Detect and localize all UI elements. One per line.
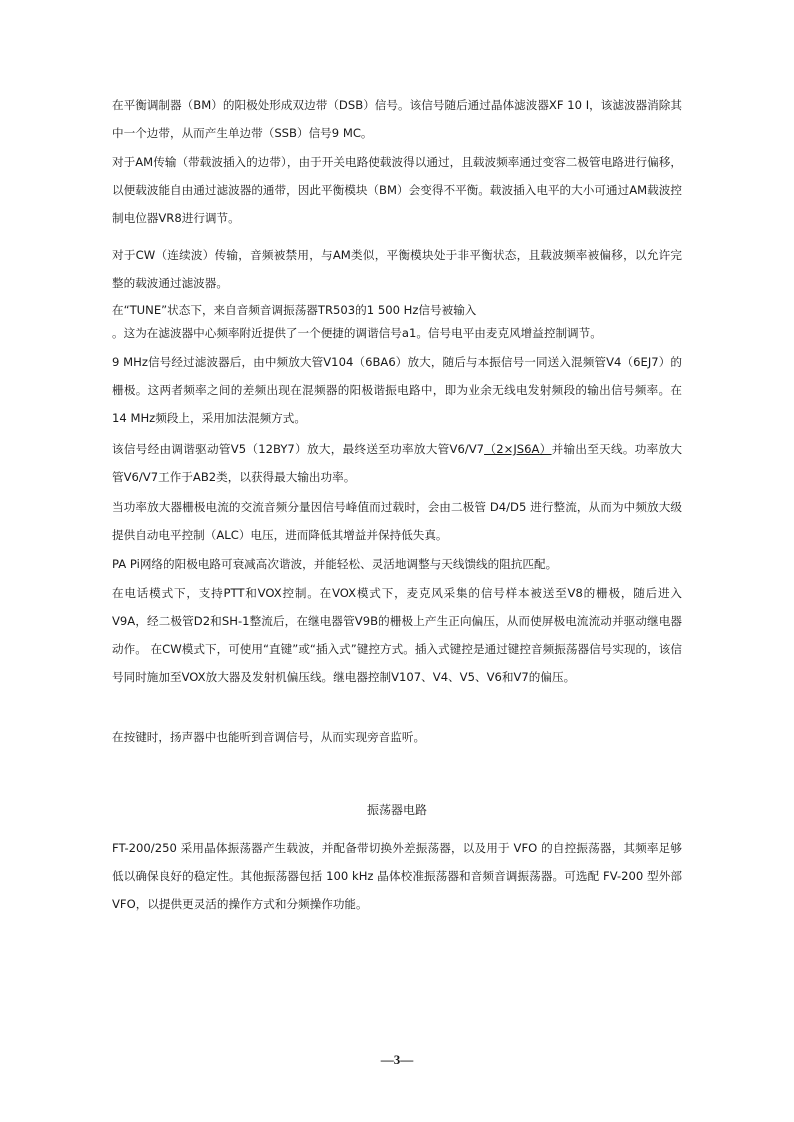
pa-text-before: 该信号经由调谐驱动管V5（12BY7）放大，最终送至功率放大管V6/V7 (112, 442, 485, 456)
paragraph-ptt-vox: 在电话模式下，支持PTT和VOX控制。在VOX模式下，麦克风采集的信号样本被送至V8的栅极，随后进入V9A，经二极管D2和SH-1整流后，在继电器管V9B的栅极上产生正向偏压，从而使屏极电流流动并驱动继电器动作。 在CW模式下，可使用“直键”或“插入式”键控方式。插入式键控是通过键控音频振荡器信号实现的，该信号同时施加至VOX放大器及发射机偏压线。继电器控制V107、V4、V5、V6和V7的偏压。 (112, 586, 682, 684)
pa-tube-type: （2×JS6A） (484, 442, 552, 456)
section-heading-oscillator: 振荡器电路 (366, 803, 427, 817)
paragraph-if-mixer: 9 MHz信号经过滤波器后，由中频放大管V104（6BA6）放大，随后与本振信号一同送入混频管V4（6EJ7）的栅极。这两者频率之间的差频出现在混频器的阳极谐振电路中，即为业余无线电发射频段的输出信号频率。在14 MHz频段上，采用加法混频方式。 (112, 355, 682, 425)
paragraph-cw-transmission: 对于CW（连续波）传输，音频被禁用，与AM类似，平衡模块处于非平衡状态，且载波频率被偏移，以允许完整的载波通过滤波器。 (112, 248, 682, 290)
paragraph-power-amplifier (112, 435, 682, 491)
paragraph-dsb-ssb: 在平衡调制器（BM）的阳极处形成双边带（DSB）信号。该信号随后通过晶体滤波器XF 10 I，该滤波器消除其中一个边带，从而产生单边带（SSB）信号9 MC。 (112, 98, 682, 140)
paragraph-alc: 当功率放大器栅极电流的交流音频分量因信号峰值而过载时，会由二极管 D4/D5 进行整流，从而为中频放大级提供自动电平控制（ALC）电压，进而降低其增益并保持低失真。 (112, 500, 682, 542)
paragraph-tune-line-1: 在“TUNE”状态下，来自音频音调振荡器TR503的1 500 Hz信号被输入 (112, 303, 477, 317)
pa-text-after: 并输出至天线。功率放大管V6/V7工作于AB2类，以获得最大输出功率。 (112, 442, 682, 484)
paragraph-tune-line-2: 。这为在滤波器中心频率附近提供了一个便捷的调谐信号a1。信号电平由麦克风增益控制调节。 (112, 326, 602, 340)
paragraph-sidetone: 在按键时，扬声器中也能听到音调信号，从而实现旁音监听。 (112, 730, 426, 744)
paragraph-am-transmission: 对于AM传输（带载波插入的边带），由于开关电路使载波得以通过，且载波频率通过变容二极管电路进行偏移，以便载波能自由通过滤波器的通带，因此平衡模块（BM）会变得不平衡。载波插入电平的大小可通过AM载波控制电位器VR8进行调节。 (112, 155, 682, 225)
page-number: —3— (380, 1052, 414, 1067)
paragraph-pi-network: PA Pi网络的阳极电路可衰减高次谐波，并能轻松、灵活地调整与天线馈线的阻抗匹配。 (112, 557, 558, 571)
paragraph-oscillator-circuit: FT-200/250 采用晶体振荡器产生载波，并配备带切换外差振荡器，以及用于 VFO 的自控振荡器，其频率足够低以确保良好的稳定性。其他振荡器包括 100 kHz 晶体校准振荡器和音频音调振荡器。可选配 FV-200 型外部 VFO，以提供更灵活的操作方式和分频操作功能。 (112, 841, 682, 911)
